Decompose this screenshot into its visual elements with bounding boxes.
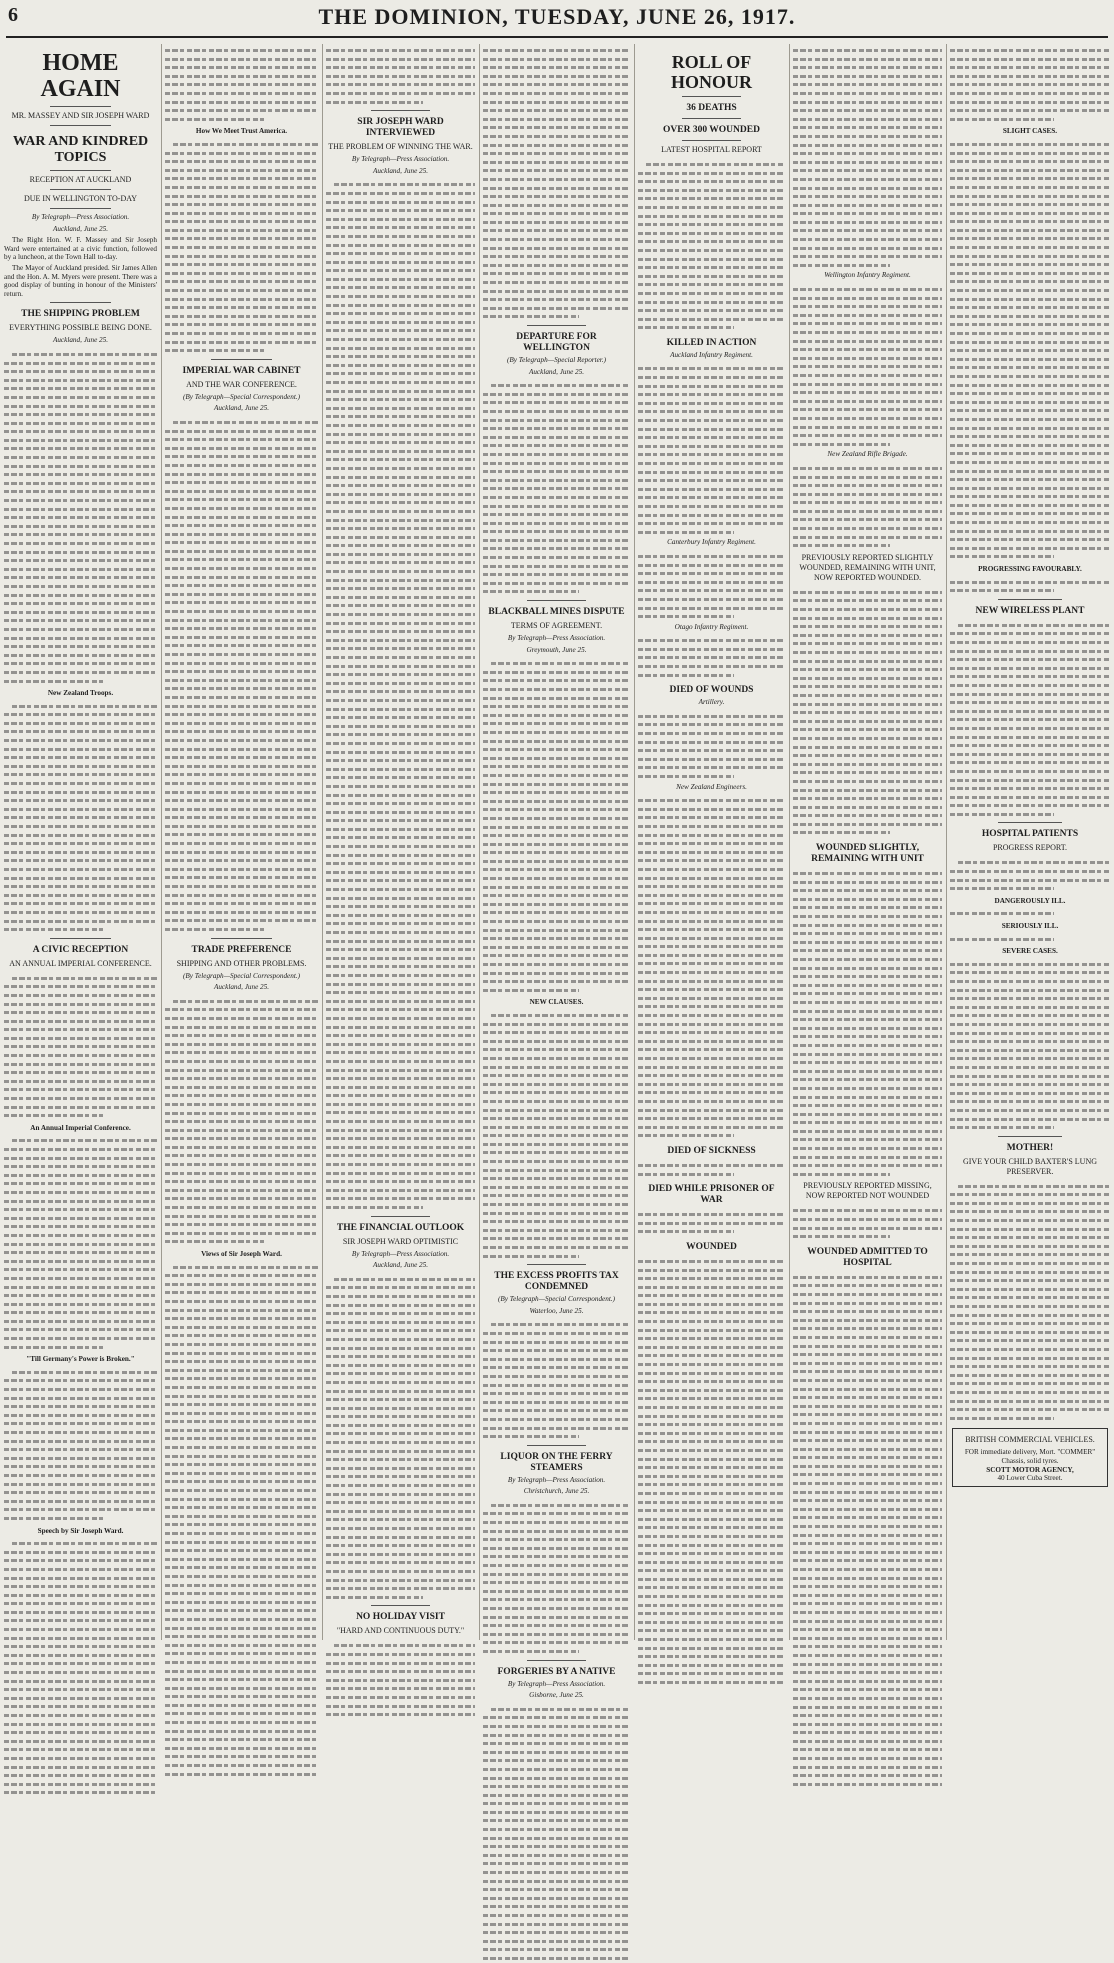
divider: [527, 1445, 586, 1446]
article-body: [4, 1537, 157, 1797]
byline: By Telegraph—Press Association.: [507, 1475, 606, 1484]
divider: [50, 208, 111, 209]
deck: RECEPTION AT AUCKLAND: [29, 175, 132, 184]
article-body: [483, 379, 630, 596]
article-body: [483, 1009, 630, 1260]
section-heading: THE EXCESS PROFITS TAX CONDEMNED: [494, 1271, 619, 1293]
section-subheading: How We Meet Trust America.: [195, 127, 288, 136]
casualty-list: [793, 283, 942, 448]
divider: [998, 1136, 1062, 1137]
casualty-list: [950, 933, 1110, 944]
headline: HOME AGAIN: [40, 50, 121, 102]
section-heading: KILLED IN ACTION: [666, 337, 757, 348]
dateline: Auckland, June 25.: [528, 367, 585, 376]
section-heading: SIR JOSEPH WARD INTERVIEWED: [357, 117, 444, 139]
page-number: 6: [8, 4, 18, 26]
divider: [527, 1660, 586, 1661]
advertisement-heading: MOTHER!: [1006, 1142, 1054, 1153]
column-7: [950, 44, 1110, 1640]
column-1: [4, 44, 157, 1640]
article-body: [4, 1134, 157, 1351]
section-subheading: New Zealand Troops.: [47, 689, 114, 698]
divider: [50, 170, 111, 171]
divider: [527, 600, 586, 601]
dateline: Christchurch, June 25.: [523, 1487, 590, 1496]
casualty-list: [638, 634, 785, 679]
casualty-list: [950, 958, 1110, 1132]
section-heading: LIQUOR ON THE FERRY STEAMERS: [500, 1451, 613, 1473]
casualty-list: [638, 794, 785, 1140]
byline: (By Telegraph—Special Correspondent.): [182, 392, 301, 401]
regiment-heading: Wellington Infantry Regiment.: [824, 271, 911, 280]
dateline: Gisborne, June 25.: [529, 1691, 584, 1700]
section-heading: PREVIOUSLY REPORTED MISSING, NOW REPORTED NOT WOUNDED: [803, 1181, 932, 1201]
article-body: [483, 44, 630, 321]
article-body: [950, 619, 1110, 819]
article-body: [483, 1318, 630, 1440]
masthead-title: THE DOMINION, TUESDAY, JUNE 26, 1917.: [318, 4, 796, 29]
divider: [50, 189, 111, 190]
casualty-list: [950, 907, 1110, 918]
article-body: [165, 1261, 318, 1779]
section-subheading: TERMS OF AGREEMENT.: [510, 621, 603, 631]
section-subheading: SIR JOSEPH WARD OPTIMISTIC: [342, 1236, 459, 1246]
section-heading: PREVIOUSLY REPORTED SLIGHTLY WOUNDED, REMAINING WITH UNIT, NOW REPORTED WOUNDED.: [799, 552, 936, 582]
casualty-list: [638, 1208, 785, 1236]
advertisement-address: 40 Lower Cuba Street.: [997, 1474, 1063, 1483]
byline: (By Telegraph—Special Correspondent.): [182, 971, 301, 980]
section-heading: BLACKBALL MINES DISPUTE: [488, 607, 625, 618]
subheadline: MR. MASSEY AND SIR JOSEPH WARD: [11, 111, 150, 120]
advertisement-heading: BRITISH COMMERCIAL VEHICLES.: [965, 1435, 1095, 1445]
column-4: [483, 44, 630, 1700]
divider: [682, 96, 741, 97]
section-heading: DIED OF SICKNESS: [667, 1145, 756, 1156]
column-5: [638, 44, 785, 1640]
regiment-heading: Canterbury Infantry Regiment.: [667, 538, 756, 547]
paragraph: The Right Hon. W. F. Massey and Sir Joseph Ward were entertained at a civic function, followed by a luncheon, at the Town Hall to-day.: [4, 236, 157, 262]
section-subheading: PROGRESS REPORT.: [992, 843, 1068, 853]
regiment-heading: Artillery.: [698, 698, 725, 707]
casualty-list: [638, 550, 785, 621]
divider: [682, 140, 741, 141]
divider: [371, 1216, 431, 1217]
column-rule: [479, 44, 480, 1640]
byline: By Telegraph—Press Association.: [351, 1249, 450, 1258]
section-heading: THE SHIPPING PROBLEM: [21, 309, 140, 320]
section-heading: THE FINANCIAL OUTLOOK: [336, 1222, 465, 1233]
section-heading: NEW WIRELESS PLANT: [975, 605, 1085, 616]
dateline: Auckland, June 25.: [213, 404, 270, 413]
divider: [371, 110, 431, 111]
casualty-list: [793, 44, 942, 269]
column-6: [793, 44, 942, 1640]
divider: [682, 118, 741, 119]
masthead-rule: [6, 36, 1108, 38]
section-heading: FORGERIES BY A NATIVE: [497, 1666, 616, 1677]
section-subheading: Speech by Sir Joseph Ward.: [37, 1526, 124, 1535]
article-body: [326, 44, 475, 106]
article-body: [4, 700, 157, 934]
casualty-list: [793, 867, 942, 1178]
section-subheading: DANGEROUSLY ILL.: [994, 896, 1066, 905]
regiment-heading: New Zealand Rifle Brigade.: [827, 450, 908, 459]
section-subheading: AND THE WAR CONFERENCE.: [186, 379, 297, 389]
casualty-list: [793, 586, 942, 837]
casualty-list: [638, 362, 785, 536]
divider: [50, 302, 111, 303]
byline: By Telegraph—Press Association.: [507, 1679, 606, 1688]
article-body: [165, 44, 318, 123]
article-body: [326, 178, 475, 1211]
advertisement-firm: SCOTT MOTOR AGENCY,: [986, 1465, 1074, 1474]
casualty-list: [793, 1204, 942, 1240]
column-rule: [322, 44, 323, 1640]
section-subheading: SLIGHT CASES.: [1002, 127, 1058, 136]
section-heading: HOSPITAL PATIENTS: [981, 829, 1079, 840]
regiment-heading: Auckland Infantry Regiment.: [670, 350, 753, 359]
casualty-list: [638, 710, 785, 781]
section-subheading: EVERYTHING POSSIBLE BEING DONE.: [9, 323, 152, 333]
byline: By Telegraph—Press Association.: [507, 634, 606, 643]
section-heading: DIED OF WOUNDS: [669, 685, 754, 696]
section-heading: WOUNDED: [686, 1241, 737, 1252]
advertisement-subheading: GIVE YOUR CHILD BAXTER'S LUNG PRESERVER.: [962, 1156, 1098, 1176]
casualty-list: [638, 1159, 785, 1178]
column-rule: [161, 44, 162, 1640]
section-heading: ROLL OF HONOUR: [671, 52, 752, 92]
section-heading: IMPERIAL WAR CABINET: [182, 365, 301, 376]
casualty-list: [793, 1271, 942, 1789]
article-body: [4, 972, 157, 1120]
section-subheading: An Annual Imperial Conference.: [30, 1123, 131, 1132]
divider: [998, 599, 1062, 600]
deck: DUE IN WELLINGTON TO-DAY: [23, 194, 138, 203]
section-subheading: AN ANNUAL IMPERIAL CONFERENCE.: [9, 958, 152, 968]
byline: (By Telegraph—Special Correspondent.): [497, 1295, 616, 1304]
section-subheading: SHIPPING AND OTHER PROBLEMS.: [176, 958, 307, 968]
divider: [371, 1605, 431, 1606]
article-body: [326, 1273, 475, 1602]
divider: [998, 822, 1062, 823]
column-rule: [946, 44, 947, 1640]
byline: By Telegraph—Press Association.: [351, 155, 450, 164]
section-subheading: 36 DEATHS: [686, 103, 737, 113]
divider: [527, 1264, 586, 1265]
byline: (By Telegraph—Special Reporter.): [507, 356, 606, 364]
divider: [50, 938, 111, 939]
section-heading: DIED WHILE PRISONER OF WAR: [648, 1184, 775, 1206]
casualty-list: [950, 44, 1110, 123]
article-body: [165, 138, 318, 355]
divider: [50, 106, 111, 107]
dateline: Auckland, June 25.: [213, 983, 270, 992]
article-body: [4, 348, 157, 685]
byline: By Telegraph—Press Association.: [31, 213, 130, 221]
dateline: Greymouth, June 25.: [526, 645, 587, 654]
divider: [527, 325, 586, 326]
section-subheading: Views of Sir Joseph Ward.: [201, 1250, 282, 1258]
regiment-heading: New Zealand Engineers.: [676, 782, 747, 791]
section-heading: DEPARTURE FOR WELLINGTON: [516, 332, 597, 353]
article-body: [326, 1639, 475, 1718]
section-subheading: OVER 300 WOUNDED: [663, 125, 760, 135]
masthead: [0, 0, 1114, 44]
section-heading: A CIVIC RECEPTION: [32, 944, 129, 955]
column-3: [326, 44, 475, 1640]
section-subheading: "HARD AND CONTINUOUS DUTY.": [336, 1626, 465, 1636]
advertisement-body: [950, 1180, 1110, 1423]
article-body: [483, 1499, 630, 1656]
divider: [50, 125, 111, 126]
advertisement-text: FOR immediate delivery, Mort. "COMMER" Chassis, solid tyres.: [964, 1448, 1096, 1465]
dateline: Auckland, June 25.: [52, 336, 109, 345]
casualty-list: [950, 576, 1110, 595]
section-heading: NO HOLIDAY VISIT: [356, 1612, 445, 1623]
headline-secondary: WAR AND KINDRED TOPICS: [12, 134, 149, 165]
section-subheading: PROGRESSING FAVOURABLY.: [978, 565, 1082, 574]
section-subheading: LATEST HOSPITAL REPORT: [661, 145, 762, 154]
column-rule: [634, 44, 635, 1640]
section-heading: TRADE PREFERENCE: [191, 944, 292, 955]
section-subheading: "Till Germany's Power is Broken.": [26, 1355, 135, 1364]
dateline: Auckland, June 25.: [52, 224, 109, 233]
column-rule: [789, 44, 790, 1640]
divider: [211, 359, 272, 360]
article-body: [483, 1703, 630, 1963]
article-body: [483, 657, 630, 994]
section-subheading: SEVERE CASES.: [1002, 947, 1058, 956]
article-body: [4, 1366, 157, 1523]
section-heading: WOUNDED SLIGHTLY, REMAINING WITH UNIT: [811, 843, 924, 865]
casualty-list: [793, 462, 942, 550]
commercial-vehicle-advertisement: [952, 1428, 1108, 1486]
casualty-list: [950, 138, 1110, 561]
section-subheading: NEW CLAUSES.: [529, 998, 584, 1007]
divider: [211, 938, 272, 939]
article-body: [165, 995, 318, 1246]
paragraph: The Mayor of Auckland presided. Sir James Allen and the Hon. A. M. Myers were present. There was a good display of bunting in honour of the Ministers' return.: [4, 263, 157, 298]
article-body: [950, 856, 1110, 892]
dateline: Waterloo, June 25.: [529, 1306, 584, 1315]
section-subheading: THE PROBLEM OF WINNING THE WAR.: [328, 142, 473, 152]
article-body: [165, 416, 318, 934]
casualty-list: [638, 1255, 785, 1687]
regiment-heading: Otago Infantry Regiment.: [674, 622, 749, 631]
dateline: Auckland, June 25.: [372, 166, 429, 175]
article-body: [638, 158, 785, 332]
dateline: Auckland, June 25.: [372, 1261, 429, 1270]
column-2: [165, 44, 318, 1640]
section-subheading: SERIOUSLY ILL.: [1001, 922, 1059, 931]
section-heading: WOUNDED ADMITTED TO HOSPITAL: [807, 1246, 928, 1268]
